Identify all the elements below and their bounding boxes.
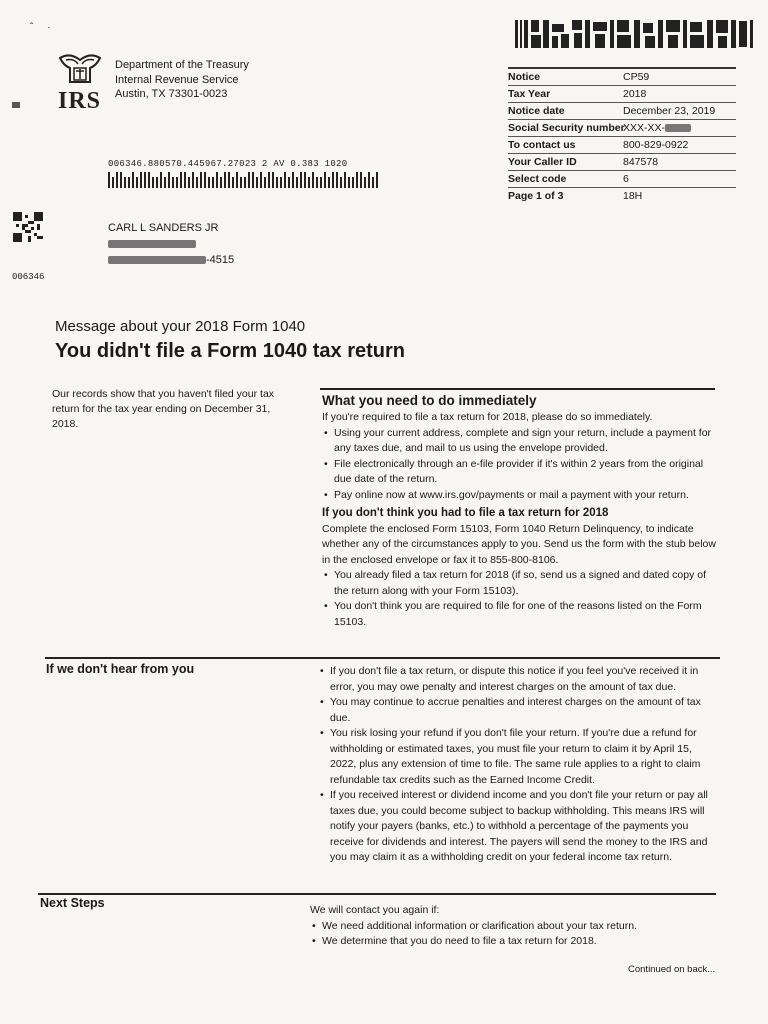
ssn-redaction <box>665 124 691 132</box>
section-subheading: If you don't think you had to file a tax return for 2018 <box>322 507 609 519</box>
continued-note: Continued on back... <box>628 964 716 975</box>
section-rule <box>45 657 720 659</box>
section-heading: Next Steps <box>40 896 105 910</box>
section-lead: If you're required to file a tax return for 2018, please do so immediately. <box>322 411 653 423</box>
bullet-list <box>322 568 717 630</box>
info-label: Social Security number <box>508 122 625 134</box>
section-body <box>322 410 717 630</box>
list-item: • If you don't file a tax return, or dispute this notice if you feel you've received it in error, you may owe penalty and interest charges on the amount of tax due. <box>330 664 718 695</box>
side-number: 006346 <box>12 272 45 282</box>
irs-logo <box>56 52 104 114</box>
section-sub-lead: Complete the enclosed Form 15103, Form 1040 Return Delinquency, to indicate whether any of the circumstances apply to you. Send us the form with the stub below in the enclosed envelope or fax it to 855-800-8106. <box>322 522 716 566</box>
list-item: • We determine that you do need to file a tax return for 2018. <box>322 934 715 950</box>
scan-dot <box>12 102 20 108</box>
info-row <box>508 137 736 154</box>
info-label: Your Caller ID <box>508 156 577 168</box>
recipient-address <box>108 220 234 268</box>
scan-mark: ˆ · <box>30 22 51 33</box>
notice-info-table <box>508 67 736 204</box>
section-if-no-reply <box>318 664 718 866</box>
section-lead: We will contact you again if: <box>310 904 440 916</box>
info-row <box>508 67 736 86</box>
info-value <box>623 122 736 134</box>
message-subtitle: Message about your 2018 Form 1040 <box>55 318 306 335</box>
section-next-steps <box>310 903 715 950</box>
info-value: 800-829-0922 <box>623 139 689 151</box>
list-item: • You don't think you are required to file for one of the reasons listed on the Form 15103. <box>334 599 717 630</box>
bullet-list <box>310 919 715 950</box>
bullet-list <box>318 664 718 866</box>
message-title: You didn't file a Form 1040 tax return <box>55 340 406 362</box>
list-item: • You already filed a tax return for 2018 (if so, send us a signed and dated copy of the return along with your Form 15103). <box>334 568 717 599</box>
info-label: To contact us <box>508 139 576 151</box>
info-row <box>508 86 736 103</box>
postal-barcode-text: 006346.880570.445967.27023 2 AV 0.383 1020 <box>108 159 348 169</box>
agency-line: Austin, TX 73301-0023 <box>115 88 228 100</box>
city-redaction <box>108 256 206 264</box>
ssn-prefix: XXX-XX- <box>623 122 666 134</box>
list-item: • Pay online now at www.irs.gov/payments or mail a payment with your return. <box>334 488 717 504</box>
recipient-name: CARL L SANDERS JR <box>108 222 219 234</box>
qr-code-image <box>13 212 43 242</box>
info-label: Notice date <box>508 105 565 117</box>
info-value: 18H <box>623 190 643 202</box>
irs-logo-text: IRS <box>58 88 102 114</box>
recipient-zip-suffix: -4515 <box>206 254 235 266</box>
eagle-emblem-icon <box>56 52 104 88</box>
list-item: • You may continue to accrue penalties and interest charges on the amount of tax due. <box>330 695 718 726</box>
list-item: • If you received interest or dividend income and you don't file your return or pay all taxes due, you could become subject to backup withholding. This means IRS will notify your payers (banks, etc.) to withhold a percentage of the payments you receive for dividends and interest. The payers will send the money to the IRS and you may claim it as a withholding credit on your federal income tax return. <box>330 788 718 866</box>
info-label: Select code <box>508 173 567 185</box>
section-what-to-do <box>322 393 717 630</box>
info-label: Tax Year <box>508 88 551 100</box>
info-row <box>508 188 736 204</box>
street-redaction <box>108 240 196 248</box>
info-value: 2018 <box>623 88 647 100</box>
info-label: Notice <box>508 71 541 83</box>
info-label: Page 1 of 3 <box>508 190 564 202</box>
list-item: • File electronically through an e-file provider if it's within 2 years from the original due date of the return. <box>334 457 717 488</box>
agency-address <box>115 58 249 102</box>
recipient-street-redacted <box>108 236 234 252</box>
info-value: CP59 <box>623 71 650 83</box>
info-value: December 23, 2019 <box>623 105 716 117</box>
list-item: • Using your current address, complete and sign your return, include a payment for any taxes due, and mail to us using the envelope provided. <box>334 426 717 457</box>
section-rule <box>320 388 715 390</box>
section-heading: What you need to do immediately <box>322 393 537 408</box>
section-rule <box>38 893 716 895</box>
list-item: • We need additional information or clarification about your tax return. <box>322 919 715 935</box>
section-heading: If we don't hear from you <box>46 662 195 676</box>
bullet-list <box>322 426 717 504</box>
agency-line: Internal Revenue Service <box>115 73 239 86</box>
info-value: 847578 <box>623 156 659 168</box>
info-value: 6 <box>623 173 629 185</box>
top-barcode-image <box>515 18 755 50</box>
info-row <box>508 171 736 188</box>
intro-text: Our records show that you haven't filed your tax return for the tax year ending on December 31, 2018. <box>52 388 275 430</box>
info-row <box>508 103 736 120</box>
info-row <box>508 154 736 171</box>
postal-barcode-image <box>108 172 381 188</box>
list-item: • You risk losing your refund if you don't file your return. If you're due a refund for withholding or estimated taxes, you must file your return to claim it by April 15, 2022, plus any extension of time to file. The same rule applies to a right to claim refundable tax credits such as the Earned Income Credit. <box>330 726 718 788</box>
recipient-city-line <box>108 252 234 268</box>
info-row <box>508 120 736 137</box>
agency-line: Department of the Treasury <box>115 59 249 71</box>
